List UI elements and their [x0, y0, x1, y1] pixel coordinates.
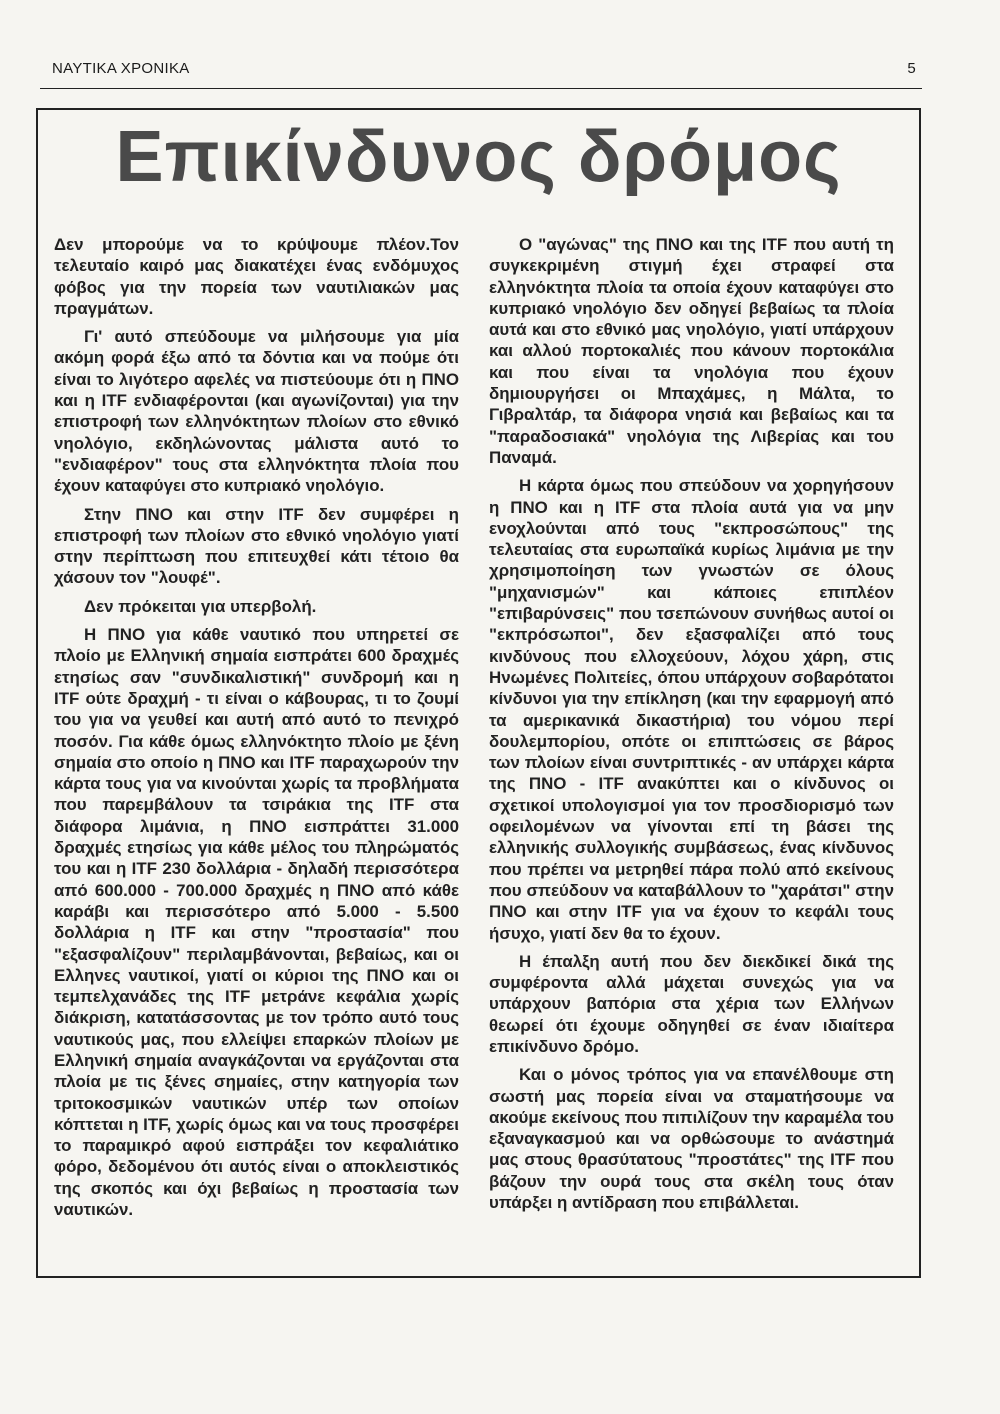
paragraph: Η ΠΝΟ για κάθε ναυτικό που υπηρετεί σε πλοίο με Ελληνική σημαία εισπράτει 600 δραχμές ετησίως σαν "συνδικαλιστική" συνδρομή και η ITF ούτε δραχμή - τι είναι ο κάβουρας, τι το ζουμί του για να γευθεί και αυτή από αυτό το πενιχρό ποσόν. Για κάθε όμως ελληνόκτητο πλοίο με ξένη σημαία στο οποίο η ΠΝΟ και ITF παραχωρούν την κάρτα τους για να κινούνται χωρίς τα προβλήματα που παρεμβάλουν τα τσιράκια της ITF στα διάφορα λιμάνια, η ΠΝΟ εισπράττει 31.000 δραχμές ετησίως για κάθε μέλος του πληρώματός του και η ITF 230 δολλάρια - δηλαδή περισσότερα από 600.000 - 700.000 δραχμές η ΠΝΟ από κάθε καράβι και περισσότερο από 5.000 - 5.500 δολλάρια η ITF και στην "προστασία" που "εξασφαλίζουν" περιλαμβάνονται, βεβαίως, και οι Ελληνες ναυτικοί, γιατί οι κύριοι της ΠΝΟ και οι τεμπελχανάδες της ITF μετράνε κεφάλια χωρίς διάκριση, κατατάσσοντας με τον τρόπο αυτό τους ναυτικούς μας, που ελλείψει επαρκών πλοίων με Ελληνική σημαία αναγκάζονται να εργάζονται στα πλοία με τις ξένες σημαίες, στην κατηγορία των τριτοκοσμικών ναυτικών υπέρ των οποίων κόπτεται η ITF, χωρίς όμως και να τους προσφέρει το παραμικρό αφού εισπράξει τον κεφαλιάτικο φόρο, δεδομένου ότι αυτός είναι ο αποκλειστικός της σκοπός και όχι βεβαίως η προστασία των ναυτικών.	[54, 625, 459, 1220]
paragraph: Γι' αυτό σπεύδουμε να μιλήσουμε για μία ακόμη φορά έξω από τα δόντια και να πούμε ότι είναι το λιγότερο αφελές να πιστεύουμε ότι η ΠΝΟ και η ITF ενδιαφέρονται (και αγωνίζονται) για την επιστροφή των ελληνόκτητων πλοίων στο εθνικό νηολόγιο, εκδηλώνοντας μάλιστα αυτό το "ενδιαφέρον" τους στα ελληνόκτητα πλοία που έχουν καταφύγει στο κυπριακό νηολόγιο.	[54, 327, 459, 496]
paragraph: Και ο μόνος τρόπος για να επανέλθουμε στη σωστή μας πορεία είναι να σταματήσουμε να ακούμε εκείνους που πιπιλίζουν την καραμέλα του εξαναγκασμού και να ορθώσουμε το ανάστημά μας στους θρασύτατους "προστάτες" της ITF που βάζουν την ουρά τους στα σκέλη τους όταν υπάρξει η αντίδραση που επιβάλλεται.	[489, 1065, 894, 1213]
page-number: 5	[907, 60, 916, 77]
article-column-right	[489, 234, 894, 1220]
header-rule	[40, 88, 922, 89]
paragraph: Η έπαλξη αυτή που δεν διεκδικεί δικά της συμφέροντα αλλά μάχεται συνεχώς για να υπάρχουν βαπόρια στα χέρια των Ελλήνων θεωρεί ότι έχουμε οδηγηθεί σε έναν ιδιαίτερα επικίνδυνο δρόμο.	[489, 951, 894, 1056]
paragraph: Δεν μπορούμε να το κρύψουμε πλέον.Τον τελευταίο καιρό μας διακατέχει ένας ενδόμυχος φόβος για την πορεία των ναυτιλιακών μας πραγμάτων.	[54, 235, 459, 318]
paragraph: Στην ΠΝΟ και στην ITF δεν συμφέρει η επιστροφή των πλοίων στο εθνικό νηολόγιο γιατί στην περίπτωση που επιτευχθεί κάτι τέτοιο θα χάσουν τον "λουφέ".	[54, 504, 459, 588]
paragraph: Η κάρτα όμως που σπεύδουν να χορηγήσουν η ΠΝΟ και η ITF στα πλοία αυτά για να μην ενοχλούνται από τους "εκπροσώπους" της τελευταίας στα ευρωπαϊκά κυρίως λιμάνια με την χρησιμοποίηση των γνωστών σε όλους "μηχανισμών" και κάποιες επιπλέον "επιβαρύνσεις" που τσεπώνουν συνήθως αυτοί οι "εκπρόσωποι", δεν εξασφαλίζει από τους κινδύνους που ελλοχεύουν, λόχου χάρη, στις Ηνωμένες Πολιτείες, όπου υπάρχουν σοβαρότατοι κίνδυνοι για την επίκληση (και την εφαρμογή από τα αμερικανικά δικαστήρια) του νόμου περί δουλεμπορίου, οπότε οι επιπτώσεις σε βάρος των πλοίων είναι συντριπτικές - αν υπάρχει κάρτα της ΠΝΟ - ITF ανακύπτει και ο κίνδυνος οι σχετικοί υπολογισμοί για τον προσδιορισμό των οφειλομένων να γίνονται επί τη βάσει της ελληνικής συλλογικής συμβάσεως, ένας κίνδυνος που πρέπει να μετρηθεί πάρα πολύ από εκείνους που σπεύδουν να καταβάλλουν το "χαράτσι" στην ΠΝΟ και στην ITF για να έχουν το κεφάλι τους ήσυχο, γιατί δεν θα το έχουν.	[489, 476, 894, 943]
paragraph: Δεν πρόκειται για υπερβολή.	[84, 596, 317, 616]
article-column-left	[54, 234, 459, 1227]
publication-name: ΝΑΥΤΙΚΑ ΧΡΟΝΙΚΑ	[52, 60, 190, 77]
running-header	[52, 60, 916, 77]
article-title: Επικίνδυνος δρόμος	[115, 117, 842, 197]
paragraph: Ο "αγώνας" της ΠΝΟ και της ITF που αυτή τη συγκεκριμένη στιγμή έχει στραφεί στα ελληνόκτητα πλοία τα οποία έχουν καταφύγει στο κυπριακό νηολόγιο δεν οδηγεί βεβαίως τα πλοία αυτά και στο εθνικό μας νηολόγιο, γιατί υπάρχουν και αλλού πορτοκαλιές που κάνουν πορτοκάλια και που είναι τα νηολόγια που έχουν δημιουργήσει οι Μπαχάμες, η Μάλτα, το Γιβραλτάρ, τα διάφορα νησιά και βεβαίως και τα "παραδοσιακά" νηολόγια της Λιβερίας και του Παναμά.	[489, 235, 894, 467]
